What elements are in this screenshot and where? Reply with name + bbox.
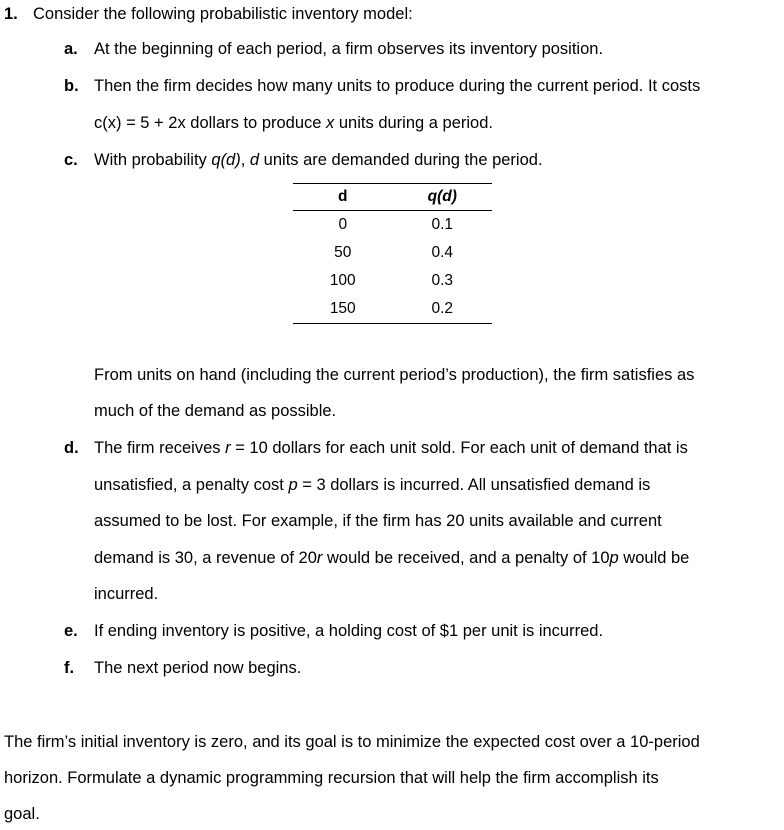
table-row [293, 295, 492, 324]
item-e-marker: e. [64, 622, 78, 640]
cell-q: 0.2 [431, 300, 454, 317]
table-row [293, 211, 492, 240]
item-c-marker: c. [64, 151, 78, 169]
question-intro: Consider the following probabilistic inventory model: [33, 5, 413, 23]
after-table-line1: From units on hand (including the current period’s production), the firm satisfies as [94, 366, 695, 384]
cell-d: 0 [338, 216, 348, 233]
header-qd: q(d) [393, 184, 493, 211]
cell-q: 0.1 [431, 216, 454, 233]
conclusion-line1: The firm’s initial inventory is zero, and its goal is to minimize the expected cost over a 10-period [4, 733, 700, 751]
cell-q: 0.3 [431, 272, 454, 289]
item-d-marker: d. [64, 439, 79, 457]
after-table-line2: much of the demand as possible. [94, 402, 337, 420]
item-d-line2: unsatisfied, a penalty cost p = 3 dollars is incurred. All unsatisfied demand is [94, 476, 651, 494]
item-c-text: With probability q(d), d units are demanded during the period. [94, 151, 543, 169]
item-d-line3: assumed to be lost. For example, if the firm has 20 units available and current [94, 512, 662, 530]
cell-q: 0.4 [431, 244, 454, 261]
cell-d: 50 [334, 244, 352, 261]
item-d-line1: The firm receives r = 10 dollars for each unit sold. For each unit of demand that is [94, 439, 688, 457]
item-a-marker: a. [64, 40, 78, 58]
item-f-text: The next period now begins. [94, 659, 302, 677]
demand-probability-table [293, 183, 492, 324]
cell-d: 100 [329, 272, 356, 289]
table-row [293, 239, 492, 267]
conclusion-line2: horizon. Formulate a dynamic programming recursion that will help the firm accomplish its [4, 769, 659, 787]
item-b-line2: c(x) = 5 + 2x dollars to produce x units during a period. [94, 114, 493, 132]
item-b-line1: Then the firm decides how many units to produce during the current period. It costs [94, 77, 701, 95]
question-number: 1. [4, 5, 18, 23]
cell-d: 150 [329, 300, 356, 317]
item-d-line4: demand is 30, a revenue of 20r would be received, and a penalty of 10p would be [94, 549, 690, 567]
item-d-line5: incurred. [94, 585, 159, 603]
table-header-row [293, 184, 492, 211]
item-e-text: If ending inventory is positive, a holding cost of $1 per unit is incurred. [94, 622, 604, 640]
item-f-marker: f. [64, 659, 75, 677]
cost-function: c(x) = 5 + 2x [94, 114, 186, 132]
header-d: d [293, 184, 393, 211]
conclusion-line3: goal. [4, 805, 40, 823]
item-a-text: At the beginning of each period, a firm observes its inventory position. [94, 40, 604, 58]
table-row [293, 267, 492, 295]
item-b-marker: b. [64, 77, 79, 95]
